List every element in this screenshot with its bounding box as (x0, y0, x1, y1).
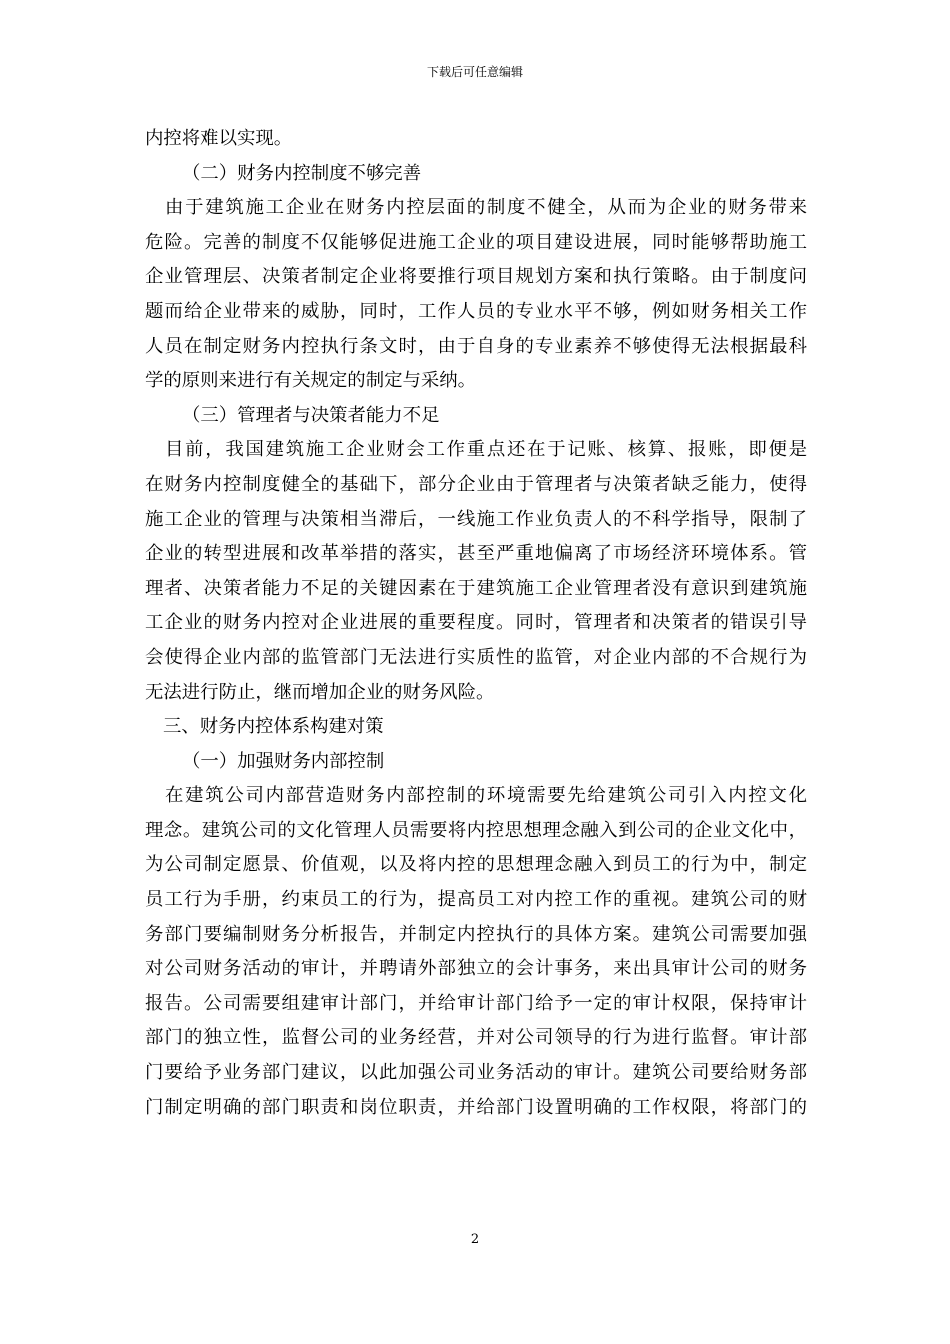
paragraph-line: 学的原则来进行有关规定的制定与采纳。 (145, 370, 477, 392)
paragraph-line: 在建筑公司内部营造财务内部控制的环境需要先给建筑公司引入内控文化 (165, 785, 807, 807)
section-heading-main: 三、财务内控体系构建对策 (163, 716, 384, 738)
document-body (145, 122, 807, 1125)
section-heading-2: （二）财务内控制度不够完善 (182, 162, 422, 184)
section-heading-3: （三）管理者与决策者能力不足 (182, 404, 440, 426)
paragraph-line: 施工企业的管理与决策相当滞后，一线施工作业负责人的不科学指导，限制了 (145, 508, 807, 530)
paragraph-line: 报告。公司需要组建审计部门，并给审计部门给予一定的审计权限，保持审计 (145, 992, 807, 1014)
paragraph-line: 理念。建筑公司的文化管理人员需要将内控思想理念融入到公司的企业文化中， (145, 819, 807, 841)
paragraph-line: 对公司财务活动的审计，并聘请外部独立的会计事务，来出具审计公司的财务 (145, 958, 807, 980)
paragraph-line: 工企业的财务内控对企业进展的重要程度。同时，管理者和决策者的错误引导 (145, 612, 807, 634)
paragraph-line: 题而给企业带来的威胁，同时，工作人员的专业水平不够，例如财务相关工作 (145, 300, 807, 322)
paragraph-line: 在财务内控制度健全的基础下，部分企业由于管理者与决策者缺乏能力，使得 (145, 473, 807, 495)
section-heading-1: （一）加强财务内部控制 (182, 750, 385, 772)
page-header-note: 下载后可任意编辑 (426, 65, 523, 79)
page-number: 2 (470, 1232, 480, 1247)
paragraph-line: 门制定明确的部门职责和岗位职责，并给部门设置明确的工作权限，将部门的 (145, 1096, 807, 1118)
paragraph-line: 部门的独立性，监督公司的业务经营，并对公司领导的行为进行监督。审计部 (145, 1027, 807, 1049)
paragraph-line: 人员在制定财务内控执行条文时，由于自身的专业素养不够使得无法根据最科 (145, 335, 807, 357)
paragraph-line: 为公司制定愿景、价值观，以及将内控的思想理念融入到员工的行为中，制定 (145, 854, 807, 876)
paragraph-line: 企业的转型进展和改革举措的落实，甚至严重地偏离了市场经济环境体系。管 (145, 543, 807, 565)
paragraph-line: 理者、决策者能力不足的关键因素在于建筑施工企业管理者没有意识到建筑施 (145, 577, 807, 599)
paragraph-line: 门要给予业务部门建议，以此加强公司业务活动的审计。建筑公司要给财务部 (145, 1062, 807, 1084)
paragraph-line: 由于建筑施工企业在财务内控层面的制度不健全，从而为企业的财务带来 (165, 197, 807, 219)
paragraph-line: 目前，我国建筑施工企业财会工作重点还在于记账、核算、报账，即便是 (165, 439, 807, 461)
paragraph-line: 会使得企业内部的监管部门无法进行实质性的监管，对企业内部的不合规行为 (145, 646, 807, 668)
paragraph-line: 危险。完善的制度不仅能够促进施工企业的项目建设进展，同时能够帮助施工 (145, 231, 807, 253)
paragraph-line: 内控将难以实现。 (145, 128, 293, 149)
paragraph-line: 务部门要编制财务分析报告，并制定内控执行的具体方案。建筑公司需要加强 (145, 923, 807, 945)
paragraph-line: 企业管理层、决策者制定企业将要推行项目规划方案和执行策略。由于制度问 (145, 266, 807, 288)
paragraph-line: 员工行为手册，约束员工的行为，提高员工对内控工作的重视。建筑公司的财 (145, 889, 807, 911)
paragraph-line: 无法进行防止，继而增加企业的财务风险。 (145, 681, 495, 703)
